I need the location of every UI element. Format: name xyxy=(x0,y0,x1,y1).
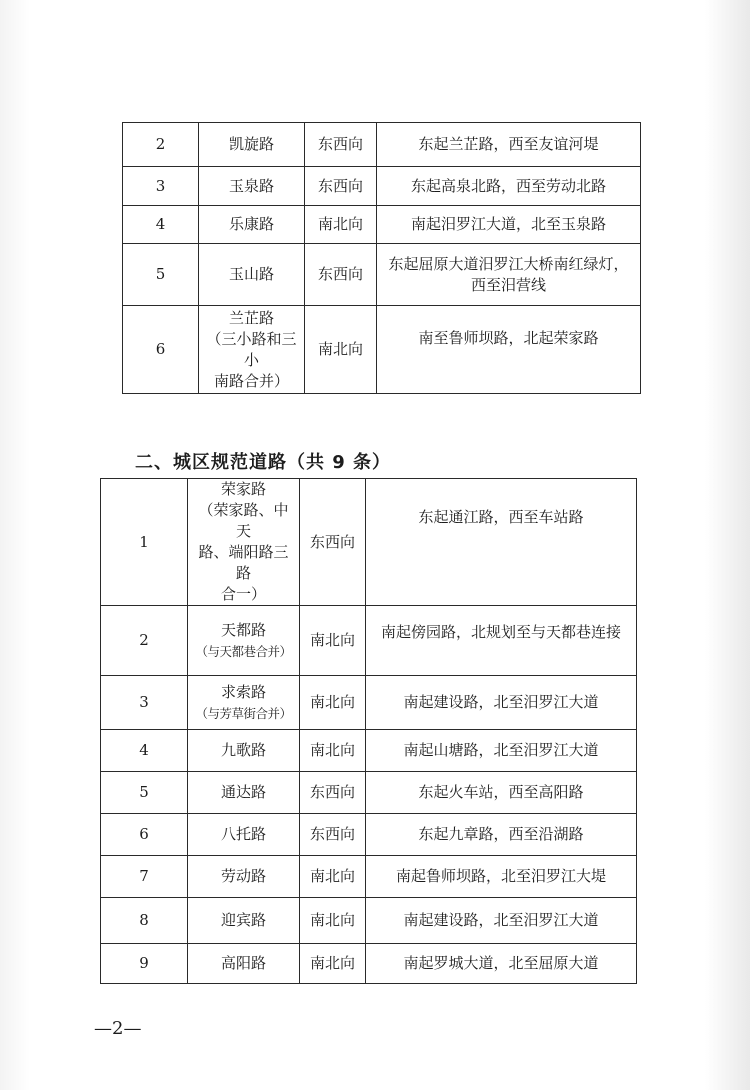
road-name: 高阳路 xyxy=(188,944,300,984)
road-direction: 南北向 xyxy=(300,944,366,984)
road-name: 劳动路 xyxy=(188,856,300,898)
road-direction: 南北向 xyxy=(300,730,366,772)
table-row xyxy=(123,167,641,206)
road-direction: 东西向 xyxy=(300,814,366,856)
table-row xyxy=(101,772,637,814)
table-row xyxy=(101,856,637,898)
table-row xyxy=(123,123,641,167)
page-number: —2— xyxy=(94,1018,142,1039)
row-number: 4 xyxy=(123,206,199,244)
row-number: 1 xyxy=(101,479,188,606)
section-heading: 二、城区规范道路（共 9 条） xyxy=(135,452,392,473)
road-name-note: 路、端阳路三路 xyxy=(198,543,289,582)
row-number: 9 xyxy=(101,944,188,984)
road-name xyxy=(188,676,300,730)
row-number: 3 xyxy=(123,167,199,206)
road-name: 九歌路 xyxy=(188,730,300,772)
road-name-note: （荣家路、中天 xyxy=(198,501,289,540)
table-row xyxy=(101,479,637,606)
row-number: 7 xyxy=(101,856,188,898)
row-number: 5 xyxy=(101,772,188,814)
road-name-note: （与芳草街合并） xyxy=(195,705,292,721)
road-name: 玉山路 xyxy=(199,244,305,306)
road-name xyxy=(188,479,300,606)
row-number: 6 xyxy=(101,814,188,856)
road-name-note: 合一） xyxy=(220,585,266,603)
row-number: 8 xyxy=(101,898,188,944)
table-row xyxy=(101,898,637,944)
road-name: 八托路 xyxy=(188,814,300,856)
road-direction: 南北向 xyxy=(300,856,366,898)
row-number: 3 xyxy=(101,676,188,730)
road-extent: 东起九章路，西至沿湖路 xyxy=(366,814,637,856)
road-extent-line: 西至汨营线 xyxy=(470,275,546,294)
road-name-line: 荣家路 xyxy=(220,480,266,498)
road-name: 通达路 xyxy=(188,772,300,814)
road-direction: 南北向 xyxy=(300,898,366,944)
road-extent: 南起傍园路，北规划至与天都巷连接 xyxy=(366,606,637,676)
road-direction: 东西向 xyxy=(300,772,366,814)
road-name xyxy=(188,606,300,676)
road-extent: 南至鲁师坝路，北起荣家路 xyxy=(377,306,641,394)
row-number: 2 xyxy=(123,123,199,167)
road-name: 玉泉路 xyxy=(199,167,305,206)
road-table-continued xyxy=(122,122,641,394)
road-extent: 南起鲁师坝路，北至汨罗江大堤 xyxy=(366,856,637,898)
road-direction: 南北向 xyxy=(305,206,377,244)
table-row xyxy=(123,244,641,306)
road-name-line: 兰芷路 xyxy=(228,308,274,327)
table-row xyxy=(101,944,637,984)
road-name: 乐康路 xyxy=(199,206,305,244)
road-extent: 南起罗城大道，北至屈原大道 xyxy=(366,944,637,984)
road-name-note: （与天都巷合并） xyxy=(195,643,292,659)
road-extent: 东起兰芷路，西至友谊河堤 xyxy=(377,123,641,167)
road-direction: 南北向 xyxy=(300,606,366,676)
road-direction: 东西向 xyxy=(305,167,377,206)
road-extent: 东起高泉北路，西至劳动北路 xyxy=(377,167,641,206)
row-number: 5 xyxy=(123,244,199,306)
road-direction: 东西向 xyxy=(300,479,366,606)
road-extent: 南起汨罗江大道，北至玉泉路 xyxy=(377,206,641,244)
road-name: 凯旋路 xyxy=(199,123,305,167)
road-extent: 南起建设路，北至汨罗江大道 xyxy=(366,898,637,944)
road-direction: 南北向 xyxy=(300,676,366,730)
table-row xyxy=(101,814,637,856)
row-number: 4 xyxy=(101,730,188,772)
table-row xyxy=(101,730,637,772)
table-row xyxy=(101,606,637,676)
road-extent: 东起通江路，西至车站路 xyxy=(366,479,637,606)
road-direction: 东西向 xyxy=(305,123,377,167)
road-extent: 南起建设路，北至汨罗江大道 xyxy=(366,676,637,730)
road-name: 迎宾路 xyxy=(188,898,300,944)
row-number: 2 xyxy=(101,606,188,676)
row-number: 6 xyxy=(123,306,199,394)
road-direction: 南北向 xyxy=(305,306,377,394)
road-name-note: 南路合并） xyxy=(213,371,289,390)
road-extent-line: 东起屈原大道汨罗江大桥南红绿灯， xyxy=(388,254,629,273)
table-row xyxy=(123,206,641,244)
road-extent: 南起山塘路，北至汨罗江大道 xyxy=(366,730,637,772)
table-row xyxy=(101,676,637,730)
road-name-line: 天都路 xyxy=(220,620,266,639)
road-direction: 东西向 xyxy=(305,244,377,306)
standard-roads-table xyxy=(100,478,637,984)
road-extent xyxy=(377,244,641,306)
road-name-note: （三小路和三小 xyxy=(206,329,297,369)
road-name xyxy=(199,306,305,394)
road-extent: 东起火车站，西至高阳路 xyxy=(366,772,637,814)
road-name-line: 求索路 xyxy=(220,682,266,701)
table-row xyxy=(123,306,641,394)
